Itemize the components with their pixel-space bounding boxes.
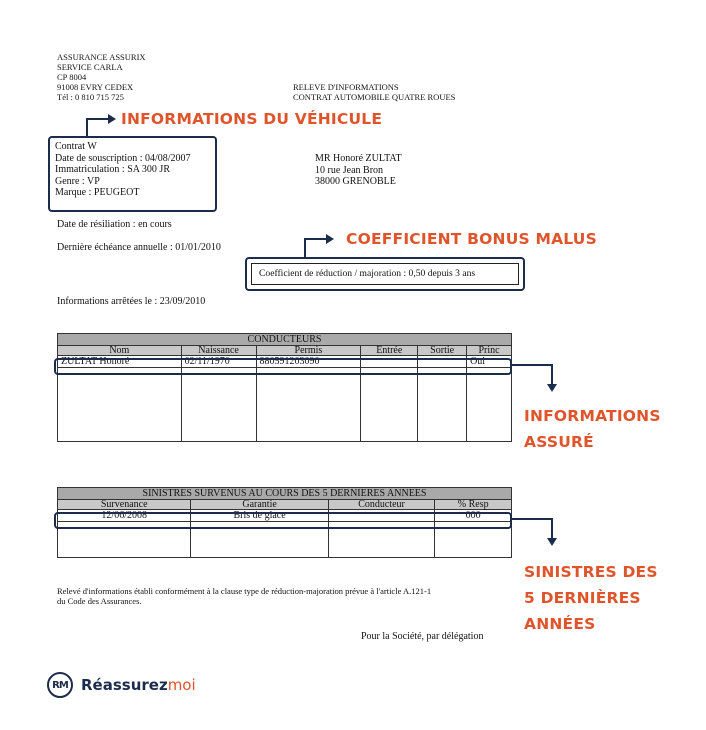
arrow-down-icon (547, 384, 557, 392)
col-header-exit: Sortie (418, 346, 467, 356)
col-header-occurrence: Survenance (58, 500, 191, 510)
info-date: Informations arrêtées le : 23/09/2010 (57, 296, 206, 307)
last-due-date: Dernière échéance annuelle : 01/01/2010 (57, 242, 221, 253)
sender-line: CP 8004 (57, 72, 87, 82)
document-title (293, 82, 455, 102)
callout-insured-line: ASSURÉ (524, 433, 594, 451)
sender-line: ASSURANCE ASSURIX (57, 52, 146, 62)
empty-cell (181, 368, 256, 442)
driver-name: ZULTAT Honoré (58, 356, 182, 368)
brand-logo (47, 672, 196, 698)
arrow-right-icon (326, 234, 334, 244)
callout-insured (524, 403, 661, 455)
driver-birth: 02/11/1970 (181, 356, 256, 368)
arrow-down-icon (547, 538, 557, 546)
callout-bonus-malus: COEFFICIENT BONUS MALUS (346, 230, 597, 248)
insured-callout-line (510, 364, 553, 366)
sender-line: Tél : 0 810 715 725 (57, 92, 124, 102)
registration: Immatriculation : SA 300 JR (55, 164, 170, 176)
footer-note-line: du Code des Assurances. (57, 596, 142, 606)
logo-brand-name: Réassurez (81, 676, 168, 694)
callout-insured-line: INFORMATIONS (524, 407, 661, 425)
document-title-line: CONTRAT AUTOMOBILE QUATRE ROUES (293, 92, 456, 102)
col-header-birth: Naissance (181, 346, 256, 356)
termination-date: Date de résiliation : en cours (57, 219, 172, 230)
footer-note-line: Relevé d'informations établi conformément à la clause type de réduction-majoration prévue à l'article A.121-1 (57, 586, 432, 596)
col-header-guarantee: Garantie (191, 500, 328, 510)
empty-cell (418, 368, 467, 442)
vehicle-genre: Genre : VP (55, 175, 100, 187)
callout-claims-line: ANNÉES (524, 615, 596, 633)
recipient-street: 10 rue Jean Bron (315, 164, 384, 176)
col-header-main: Princ (467, 346, 512, 356)
claims-callout-line (510, 518, 553, 520)
logo-brand-suffix: moi (167, 676, 196, 694)
bonus-callout-arrow-line (304, 238, 327, 240)
sender-line: SERVICE CARLA (57, 62, 123, 72)
drivers-table-title: CONDUCTEURS (58, 334, 512, 346)
callout-claims (524, 559, 658, 637)
col-header-name: Nom (58, 346, 182, 356)
insured-highlight-box (54, 358, 512, 375)
claim-date: 12/06/2008 (58, 510, 191, 522)
empty-cell (467, 368, 512, 442)
col-header-resp: % Resp (435, 500, 512, 510)
claim-guarantee: Bris de glace (191, 510, 328, 522)
coefficient-text: Coefficient de réduction / majoration : 0,50 depuis 3 ans (259, 268, 476, 279)
vehicle-info (55, 141, 191, 199)
table-row (58, 368, 512, 442)
sender-address (57, 52, 146, 102)
empty-cell (256, 368, 361, 442)
logo-brand (81, 676, 196, 694)
drivers-table (57, 333, 512, 442)
col-header-entry: Entrée (361, 346, 418, 356)
bonus-callout-connector (304, 238, 306, 258)
col-header-driver: Conducteur (328, 500, 435, 510)
sender-line: 91008 EVRY CEDEX (57, 82, 134, 92)
empty-cell (58, 368, 182, 442)
vehicle-callout-arrow-line (86, 118, 109, 120)
callout-vehicle: INFORMATIONS DU VÉHICULE (121, 110, 383, 128)
contract-label: Contrat W (55, 141, 97, 152)
logo-mark-icon (47, 672, 73, 698)
logo-mark-text: RM (52, 679, 68, 691)
claim-resp: 000 (435, 510, 512, 522)
recipient-address (315, 153, 402, 188)
driver-license: 880591203090 (256, 356, 361, 368)
arrow-right-icon (108, 114, 116, 124)
vehicle-callout-connector (86, 118, 88, 136)
vehicle-brand: Marque : PEUGEOT (55, 187, 140, 199)
empty-cell (361, 368, 418, 442)
insured-callout-connector (551, 364, 553, 384)
driver-main: Oui (467, 356, 512, 368)
callout-claims-line: 5 DERNIÈRES (524, 589, 641, 607)
claims-highlight-box (54, 512, 512, 529)
recipient-name: MR Honoré ZULTAT (315, 153, 402, 164)
document-title-line: RELEVE D'INFORMATIONS (293, 82, 399, 92)
signature: Pour la Société, par délégation (361, 631, 484, 642)
col-header-license: Permis (256, 346, 361, 356)
recipient-city: 38000 GRENOBLE (315, 176, 396, 188)
claims-table-title: SINISTRES SURVENUS AU COURS DES 5 DERNIERES ANNEES (58, 488, 512, 500)
callout-claims-line: SINISTRES DES (524, 563, 658, 581)
subscription-date: Date de souscription : 04/08/2007 (55, 152, 191, 164)
footer-note (57, 586, 517, 606)
claims-callout-connector (551, 518, 553, 538)
